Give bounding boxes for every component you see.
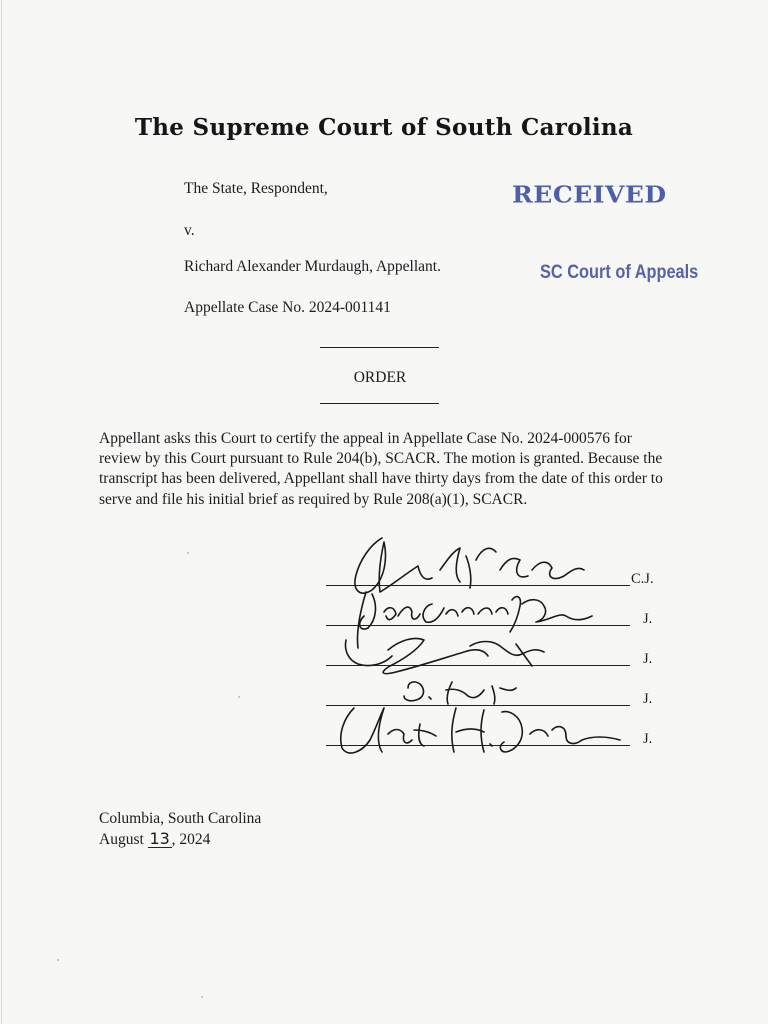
- page-edge: [1, 0, 2, 1024]
- closing-location: Columbia, South Carolina: [99, 810, 262, 827]
- signature-associate-justice-4: [341, 708, 620, 753]
- signature-title: J.: [643, 731, 653, 747]
- signature-line: [326, 665, 630, 666]
- closing-date: [99, 831, 210, 849]
- signature-title: J.: [643, 611, 653, 627]
- signature-title: J.: [643, 691, 653, 707]
- signature-line: [326, 745, 630, 746]
- order-heading: ORDER: [353, 369, 407, 386]
- signature-associate-justice-1: [357, 592, 592, 648]
- court-title: The Supreme Court of South Carolina: [134, 114, 634, 141]
- signature-line: [326, 585, 630, 586]
- scan-speck: [187, 552, 189, 554]
- signature-line: [326, 705, 630, 706]
- signature-title: C.J.: [631, 571, 654, 587]
- signature-associate-justice-2: [346, 638, 545, 673]
- date-day-handwritten: 13: [149, 829, 170, 848]
- scan-speck: [57, 959, 59, 961]
- scan-speck: [201, 996, 203, 998]
- caption-case-number: Appellate Case No. 2024-001141: [184, 299, 391, 316]
- received-stamp: RECEIVED: [512, 180, 667, 209]
- date-year: , 2024: [171, 831, 211, 848]
- signature-associate-justice-3: [404, 682, 516, 704]
- scan-speck: [238, 696, 240, 698]
- caption-versus: v.: [184, 222, 195, 239]
- caption-appellant: Richard Alexander Murdaugh, Appellant.: [184, 258, 441, 275]
- order-body: Appellant asks this Court to certify the appeal in Appellate Case No. 2024-000576 for review by this Court pursuant to Rule 204(b), SCACR. The motion is granted. Because the transcript has been delivered, Appellant shall have thirty days from the date of this order to serve and file his initial brief as required by Rule 208(a)(1), SCACR.: [99, 430, 663, 508]
- order-rule-bottom: [320, 403, 439, 404]
- signature-line: [326, 625, 630, 626]
- signature-title: J.: [643, 651, 653, 667]
- date-month: August: [99, 831, 144, 848]
- stamp-court-name: SC Court of Appeals: [540, 262, 699, 283]
- caption-respondent: The State, Respondent,: [184, 180, 328, 197]
- order-rule-top: [320, 347, 439, 348]
